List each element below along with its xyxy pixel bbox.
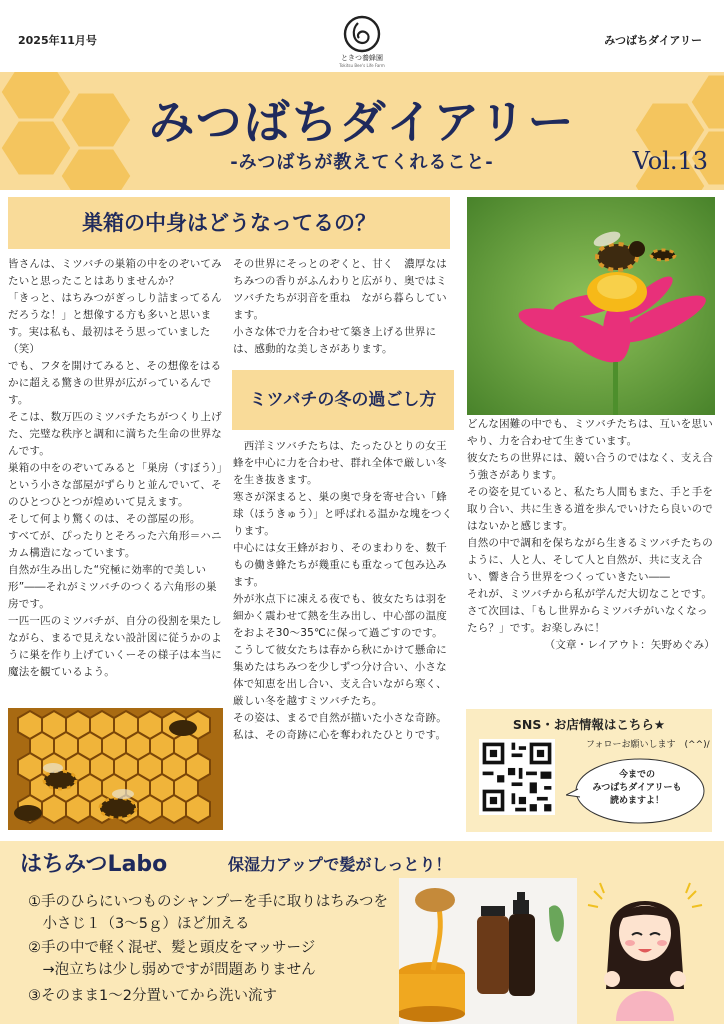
logo-caption: ときつ養蜂園	[341, 54, 383, 62]
paragraph: 中心には女王蜂がおり、そのまわりを、数千もの働き蜂たちが幾重にも重なって包み込みます。	[233, 542, 447, 588]
step-1-cont: 小さじ１（3〜5ｇ）ほど加える	[28, 916, 250, 932]
paragraph: 小さな体で力を合わせて築き上げる世界には、感動的な美しさがあります。	[233, 326, 437, 355]
article-column-2-bottom	[233, 438, 455, 744]
paragraph: でも、フタを開けてみると、その想像をはるかに超える驚きの世界が広がっているんです。	[8, 360, 222, 406]
paragraph: 巣箱の中をのぞいてみると「巣房（すぼう）」という小さな部屋がずらりと並んでいて、そのひとつひとつが煌めいて見えます。	[8, 462, 223, 508]
paragraph: 私は、その奇跡に心を奪われたひとりです。	[233, 729, 447, 741]
header-series-name: みつばちダイアリー	[604, 34, 702, 47]
paragraph: 皆さんは、ミツバチの巣箱の中をのぞいてみたいと思ったことはありませんか？	[8, 258, 222, 287]
paragraph: 「きっと、はちみつがぎっしり詰まってるんだろうな！」と想像する方も多いと思います。実は私も、最初はそう思っていました（笑）	[8, 292, 222, 355]
paragraph: そこは、数万匹のミツバチたちがつくり上げた、完璧な秩序と調和に満ちた生命の世界なんです。	[8, 411, 222, 457]
paragraph: すべてが、ぴったりとそろった六角形＝ハニカム構造になっています。	[8, 530, 222, 559]
volume-number: Vol.13	[632, 147, 708, 175]
farm-logo-icon	[341, 14, 383, 58]
step-3: ③そのまま1〜2分置いてから洗い流す	[28, 988, 277, 1004]
step-1: ①手のひらにいつものシャンプーを手に取りはちみつを	[28, 894, 388, 910]
paragraph: 一匹一匹のミツバチが、自分の役割を果たしながら、まるで見えない設計図に従うかのように巣を作り上げていくーその様子は本当に魔法を観ているよう。	[8, 615, 222, 678]
title-banner	[0, 72, 724, 190]
paragraph: こうして彼女たちは春から秋にかけて懸命に集めたはちみつを少しずつ分け合い、小さな体で知恵を出し合い、支え合いながら寒く、厳しい冬を越すミツバチたち。	[233, 644, 447, 707]
author-credit: （文章・レイアウト：矢野めぐみ）	[544, 639, 715, 651]
step-2-note: →泡立ちは少し弱めですが問題ありません	[28, 962, 316, 978]
labo-title: はちみつLabo	[20, 852, 168, 877]
hachimitsu-labo-section	[0, 841, 724, 1024]
paragraph: そして何より驚くのは、その部屋の形。	[8, 513, 201, 525]
sns-heading: SNS・お店情報はこちら★	[512, 717, 666, 732]
paragraph: 寒さが深まると、巣の奥で身を寄せ合い「蜂球（ほうきゅう）」と呼ばれる温かな塊をつくります。	[233, 491, 453, 537]
article-column-2-top	[233, 256, 455, 358]
section-heading-hive: 巣箱の中身はどうなってるの？	[8, 197, 450, 249]
issue-date: 2025年11月号	[18, 34, 97, 47]
bee-on-flower-photo	[467, 197, 715, 415]
labo-subtitle: 保湿力アップで髪がしっとり！	[228, 855, 452, 874]
article-column-1	[8, 256, 223, 681]
paragraph: それが、ミツバチから私が学んだ大切なことです。	[467, 588, 713, 600]
step-2: ②手の中で軽く混ぜ、髪と頭皮をマッサージ	[28, 940, 316, 956]
honey-shampoo-photo	[399, 878, 577, 1024]
section-heading-winter: ミツバチの冬の過ごし方	[232, 370, 454, 430]
article-column-3	[467, 416, 715, 654]
paragraph: 自然の中で調和を保ちながら生きるミツバチたちのように、人と人、そして人と自然が、共に支え合い、響き合う世界をつくっていきたい――	[467, 537, 713, 583]
paragraph: 彼女たちの世界には、競い合うのではなく、支え合う強さがあります。	[467, 452, 713, 481]
follow-request-text: フォローお願いします (^^)/	[586, 740, 710, 750]
girl-illustration-icon	[580, 871, 710, 1021]
newsletter-subtitle: -みつばちが教えてくれること-	[230, 152, 494, 173]
paragraph: その姿を見ていると、私たち人間もまた、手と手を取り合い、共に生きる道を歩んでいけたら良いのではないかと感じます。	[467, 486, 714, 532]
honeycomb-photo	[8, 708, 223, 830]
bubble-message: 今までの みつばちダイアリーも 読めますよ！	[592, 770, 682, 806]
paragraph: その姿は、まるで自然が描いた小さな奇跡。	[233, 712, 447, 724]
logo-subcaption: Tokitsu Bee's Life Farm	[339, 63, 385, 68]
paragraph: 外が氷点下に凍える夜でも、彼女たちは羽を細かく震わせて熱を生み出し、中心部の温度をおよそ30〜35℃に保って過ごすのです。	[233, 593, 447, 639]
paragraph: その世界にそっとのぞくと、甘く 濃厚なはちみつの香りがふんわりと広がり、奥ではミツバチたちが羽音を重ね ながら暮らしています。	[233, 258, 447, 321]
qr-code-icon[interactable]	[479, 739, 555, 815]
sns-info-box	[466, 709, 712, 832]
paragraph: どんな困難の中でも、ミツバチたちは、互いを思いやり、力を合わせて生きています。	[467, 418, 713, 447]
newsletter-title: みつばちダイアリー	[148, 95, 576, 149]
paragraph: 自然が生み出した“究極に効率的で美しい形”――それがミツバチのつくる六角形の巣房です。	[8, 564, 217, 610]
paragraph: 西洋ミツバチたちは、たったひとりの女王蜂を中心に力を合わせ、群れ全体で厳しい冬を生き抜きます。	[233, 440, 447, 486]
paragraph: さて次回は、「もし世界からミツバチがいなくなったら？」です。お楽しみに！	[467, 605, 708, 634]
